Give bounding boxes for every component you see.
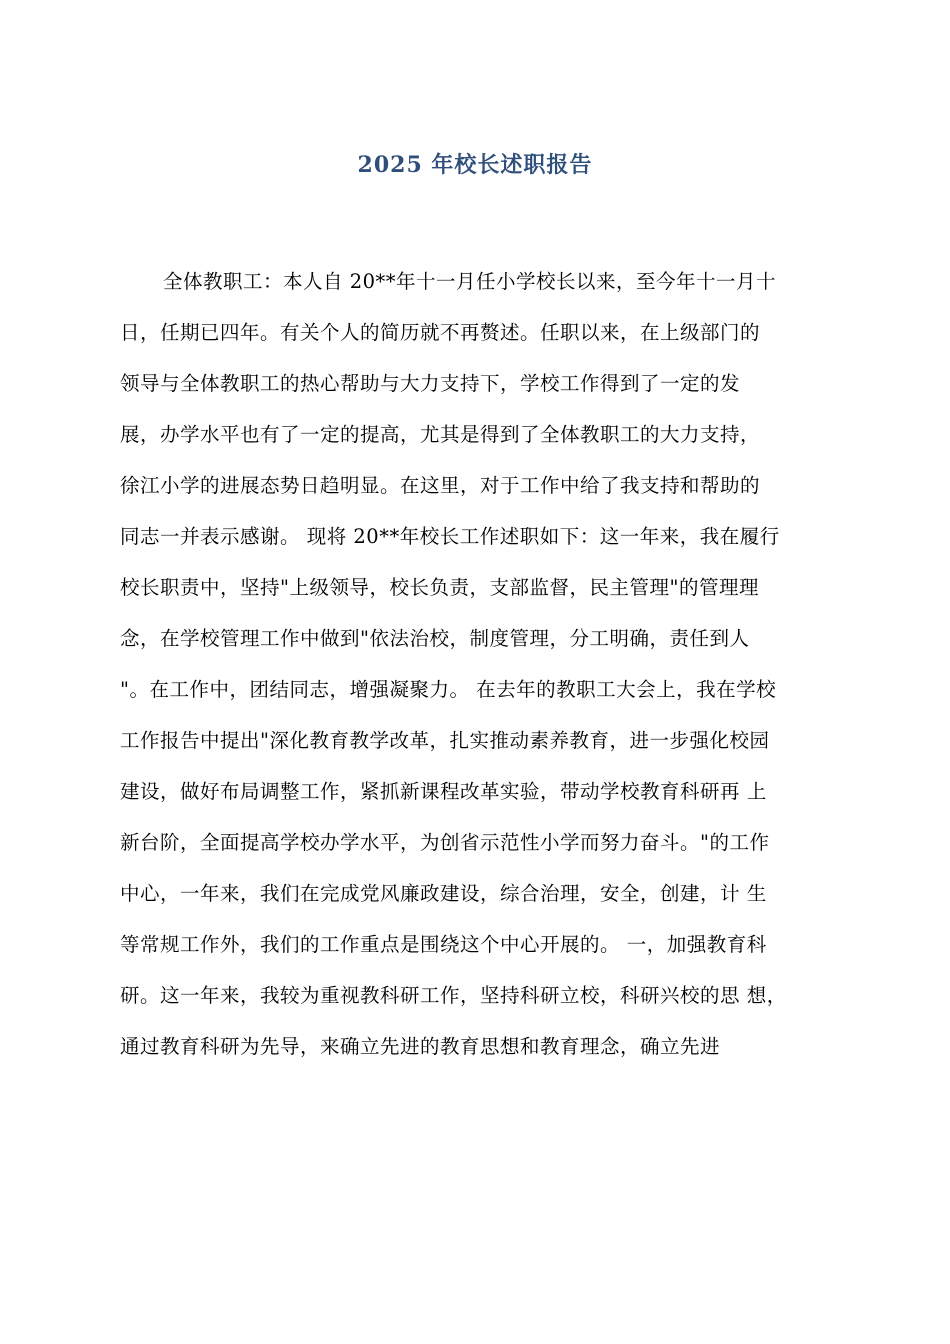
body-line: 通过教育科研为先导，来确立先进的教育思想和教育理念，确立先进 [120,1035,721,1058]
body-line: 念，在学校管理工作中做到"依法治校，制度管理，分工明确，责任到人 [120,627,750,650]
body-line: 全体教职工：本人自 20**年十一月任小学校长以来，至今年十一月十 [163,270,777,293]
document-body [120,256,840,1072]
body-line: 工作报告中提出"深化教育教学改革，扎实推动素养教育，进一步强化校园 [120,729,770,752]
body-line: 中心，一年来，我们在完成党风廉政建设，综合治理，安全，创建，计 生 [120,882,767,905]
body-line: 校长职责中，坚持"上级领导，校长负责，支部监督，民主管理"的管理理 [120,576,759,599]
body-line: 徐江小学的进展态势日趋明显。在这里，对于工作中给了我支持和帮助的 [120,474,761,497]
body-line: 新台阶，全面提高学校办学水平，为创省示范性小学而努力奋斗。"的工作 [120,831,770,854]
body-line: 领导与全体教职工的热心帮助与大力支持下，学校工作得到了一定的发 [120,372,741,395]
body-line: 同志一并表示感谢。 现将 20**年校长工作述职如下：这一年来，我在履行 [120,525,780,548]
body-line: 建设，做好布局调整工作，紧抓新课程改革实验，带动学校教育科研再 上 [120,780,767,803]
body-line: 等常规工作外，我们的工作重点是围绕这个中心开展的。 一，加强教育科 [120,933,767,956]
body-line: 展，办学水平也有了一定的提高，尤其是得到了全体教职工的大力支持， [120,423,761,446]
body-line: 日，任期已四年。有关个人的简历就不再赘述。任职以来，在上级部门的 [120,321,761,344]
body-line: 研。这一年来，我较为重视教科研工作，坚持科研立校，科研兴校的思 想， [120,984,787,1007]
document-title: 2025 年校长述职报告 [357,152,593,178]
body-line: "。在工作中，团结同志，增强凝聚力。 在去年的教职工大会上，我在学校 [120,678,777,701]
